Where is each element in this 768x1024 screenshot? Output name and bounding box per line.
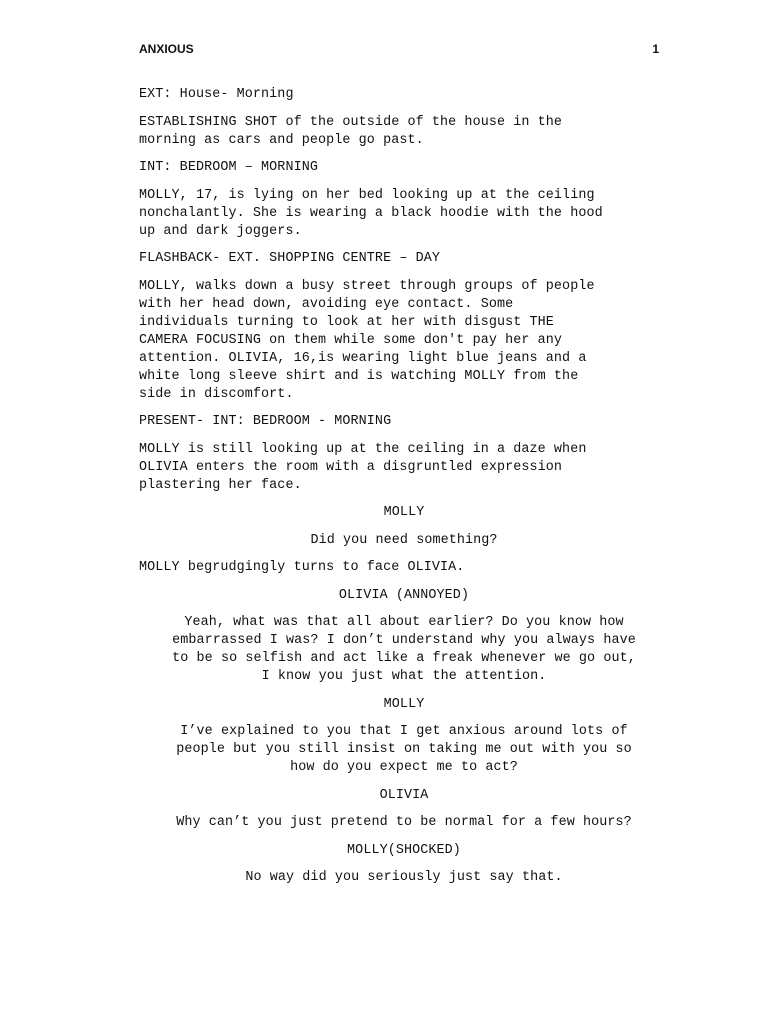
page-header — [139, 42, 659, 60]
character-name: MOLLY — [383, 696, 425, 712]
action-line: ESTABLISHING SHOT of the outside of the house in the morning as cars and people go past. — [139, 114, 563, 148]
action-line: MOLLY is still looking up at the ceiling in a daze when OLIVIA enters the room with a disgruntled expression plastering her face. — [139, 441, 587, 493]
character-name: MOLLY — [383, 505, 425, 520]
character-name: OLIVIA — [379, 787, 429, 803]
dialogue-line: I’ve explained to you that I get anxious around lots of people but you still insist on taking me out with you so how do you expect me to act? — [176, 724, 632, 775]
scene-heading: PRESENT- INT: BEDROOM - MORNING — [139, 414, 392, 429]
action-line: MOLLY, 17, is lying on her bed looking up at the ceiling nonchalantly. She is wearing a black hoodie with the hood up and dark joggers. — [139, 187, 603, 239]
dialogue-line: No way did you seriously just say that. — [245, 870, 563, 885]
scene-heading: EXT: House- Morning — [139, 87, 294, 102]
action-line: MOLLY begrudgingly turns to face OLIVIA. — [139, 560, 465, 575]
page-number: 1 — [652, 42, 659, 56]
dialogue-line: Why can’t you just pretend to be normal for a few hours? — [176, 815, 632, 830]
script-title: ANXIOUS — [139, 42, 194, 56]
action-line: MOLLY, walks down a busy street through groups of people with her head down, avoiding eye contact. Some individuals turning to look at her with disgust THE CAMERA FOCUSING on them while some don't pay her any attention. OLIVIA, 16,is wearing light blue jeans and a white long sleeve shirt and is watching MOLLY from the side in discomfort. — [139, 278, 595, 402]
character-name: OLIVIA (ANNOYED) — [338, 587, 470, 603]
scene-heading: FLASHBACK- EXT. SHOPPING CENTRE – DAY — [139, 251, 441, 266]
scene-heading: INT: BEDROOM – MORNING — [139, 160, 318, 175]
screenplay-body — [139, 86, 679, 897]
character-name: MOLLY(SHOCKED) — [347, 842, 461, 858]
dialogue-line: Did you need something? — [310, 532, 498, 548]
dialogue-line: Yeah, what was that all about earlier? Do you know how embarrassed I was? I don’t understand why you always have to be so selfish and act like a freak whenever we go out, I know you just what the attention. — [172, 615, 636, 684]
